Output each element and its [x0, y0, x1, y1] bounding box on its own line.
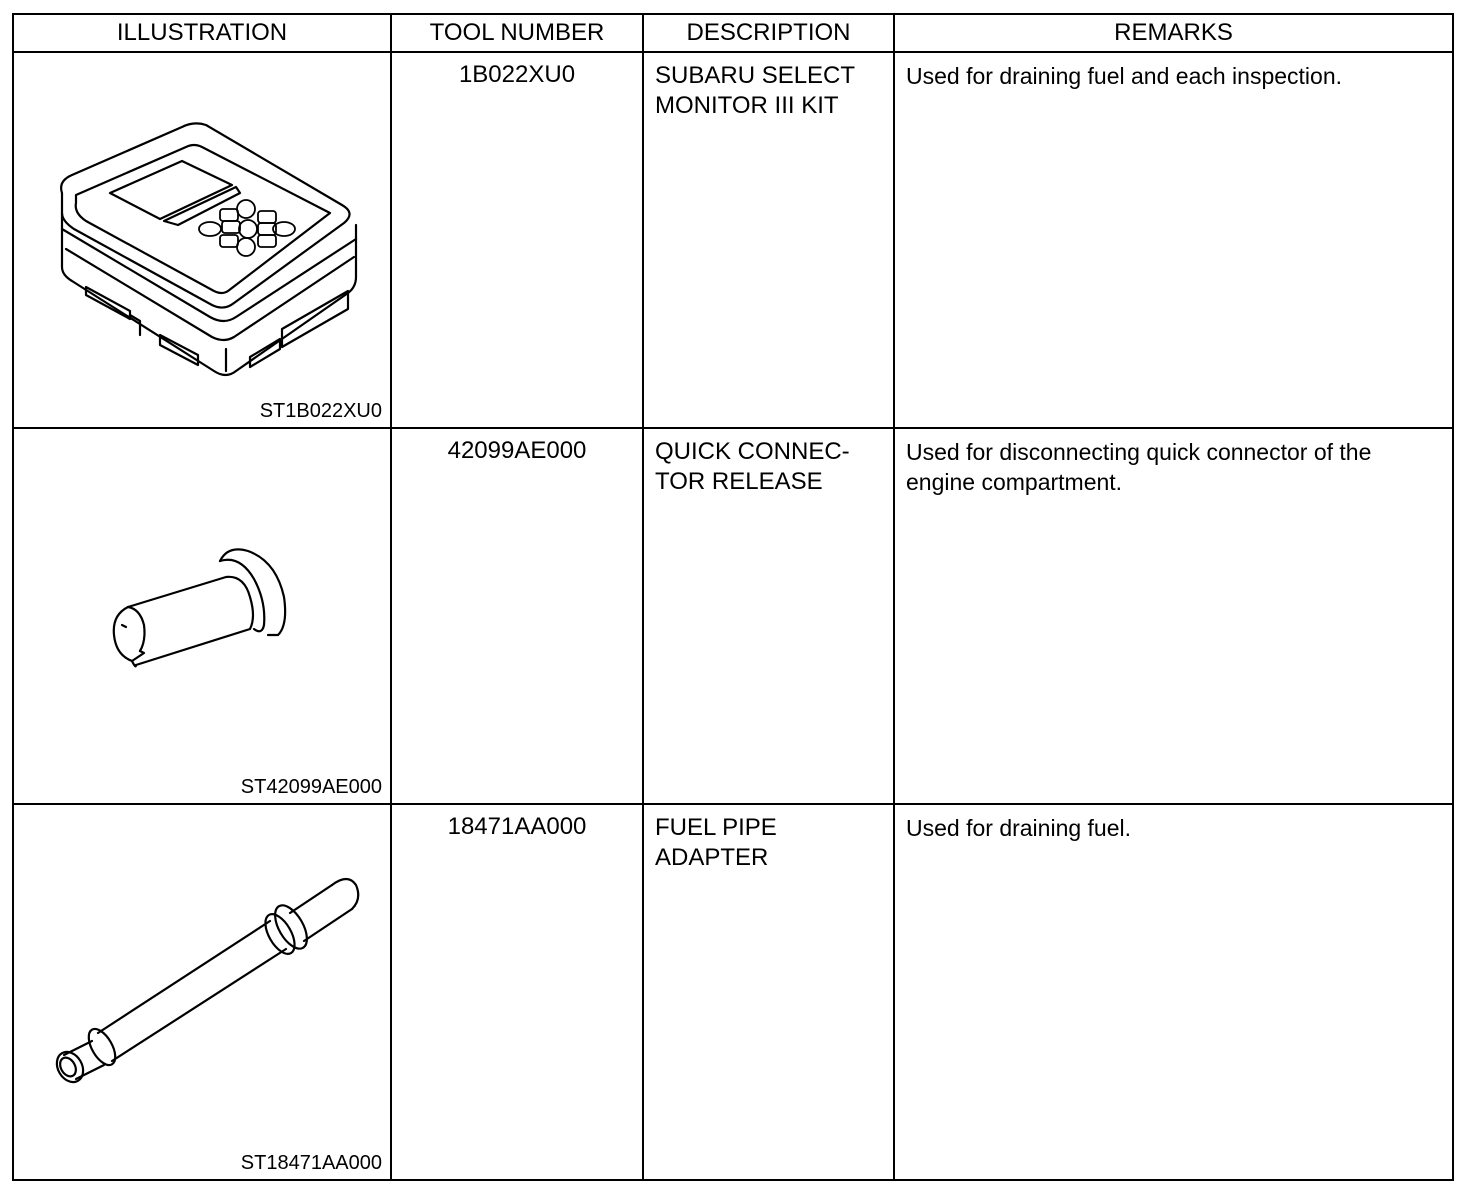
remarks: [894, 804, 1453, 1180]
tool-number: 42099AE000: [391, 428, 643, 804]
description-line: QUICK CONNEC-: [655, 438, 850, 465]
header-remarks: REMARKS: [894, 14, 1453, 52]
remarks-line: Used for draining fuel and each inspection.: [906, 63, 1343, 89]
fuel-pipe-adapter-icon: [14, 805, 390, 1171]
description-line: TOR RELEASE: [655, 468, 823, 495]
header-row: [13, 14, 1453, 52]
illustration-code: ST42099AE000: [240, 776, 382, 798]
table-row: [13, 428, 1453, 804]
table-row: [13, 52, 1453, 428]
illustration-code: ST1B022XU0: [259, 400, 382, 422]
header-description: DESCRIPTION: [643, 14, 894, 52]
description-line: MONITOR III KIT: [655, 92, 839, 119]
description-line: FUEL PIPE: [655, 814, 777, 841]
remarks: [894, 52, 1453, 428]
remarks-line: Used for draining fuel.: [906, 815, 1132, 841]
description-line: ADAPTER: [655, 844, 769, 871]
tool-number: 18471AA000: [391, 804, 643, 1180]
illustration-code: ST18471AA000: [240, 1152, 382, 1174]
quick-connector-release-icon: [14, 429, 390, 795]
remarks: [894, 428, 1453, 804]
select-monitor-icon: [14, 53, 390, 419]
header-illustration: ILLUSTRATION: [13, 14, 391, 52]
description: [643, 52, 894, 428]
remarks-line: engine compartment.: [906, 469, 1123, 495]
illustration-cell: [13, 428, 391, 804]
remarks-line: Used for disconnecting quick connector of the: [906, 439, 1372, 465]
header-tool-number: TOOL NUMBER: [391, 14, 643, 52]
description: [643, 804, 894, 1180]
illustration-cell: [13, 804, 391, 1180]
tool-number: 1B022XU0: [391, 52, 643, 428]
description: [643, 428, 894, 804]
special-tools-table: [12, 13, 1454, 1181]
table-row: [13, 804, 1453, 1180]
illustration-cell: [13, 52, 391, 428]
description-line: SUBARU SELECT: [655, 62, 856, 89]
